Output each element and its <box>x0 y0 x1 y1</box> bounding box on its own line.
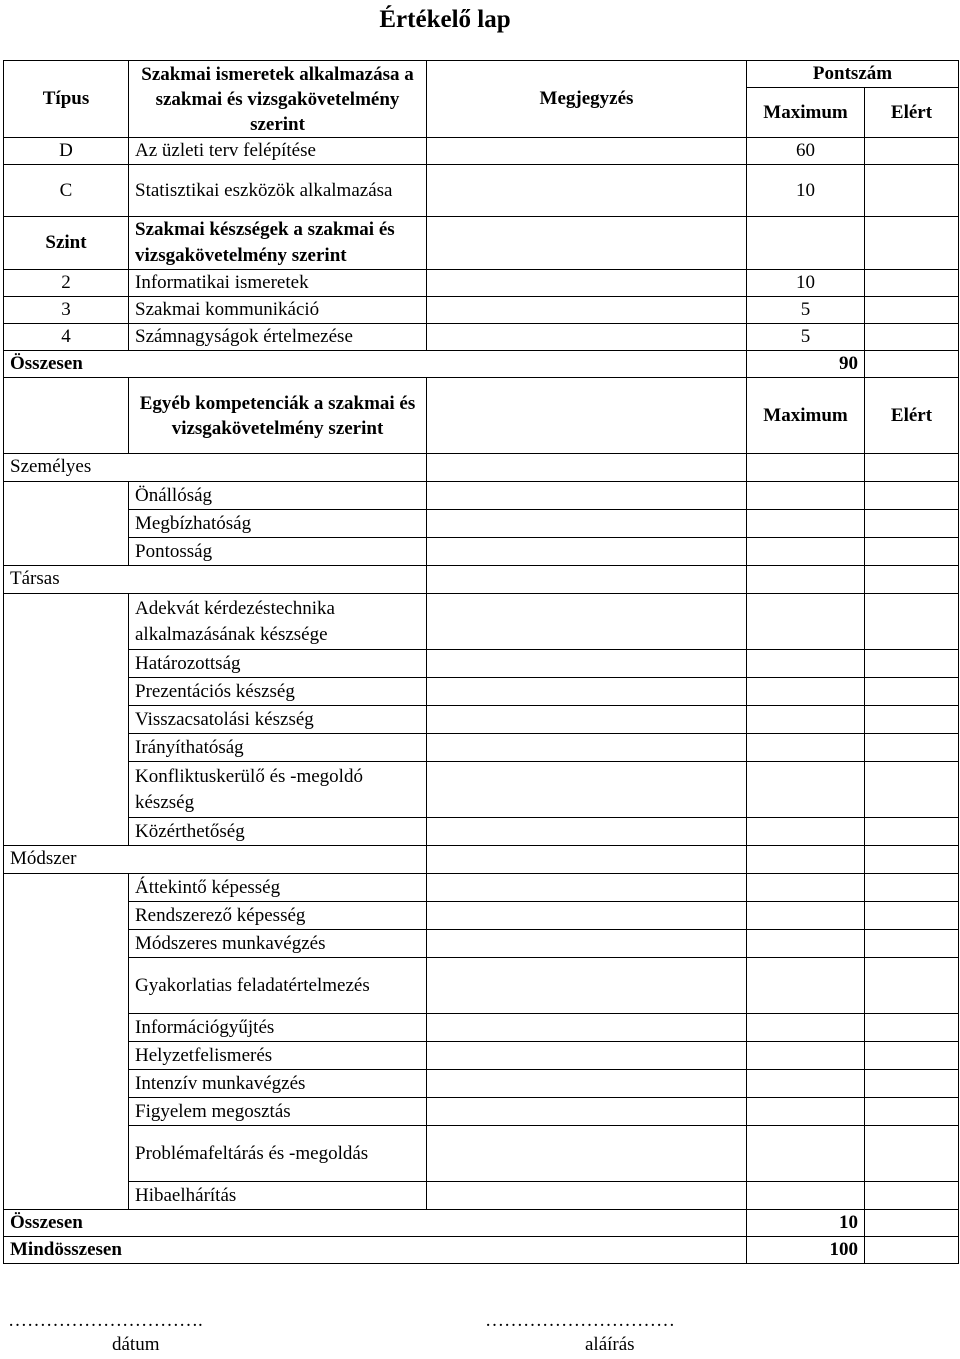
skills-header-achieved <box>865 217 959 270</box>
knowledge-type: D <box>4 138 129 165</box>
competence-item: Intenzív munkavégzés <box>129 1070 427 1098</box>
item-note[interactable] <box>427 958 747 1014</box>
item-note[interactable] <box>427 818 747 846</box>
competence-item: Adekvát kérdezéstechnika alkalmazásának készsége <box>129 594 427 650</box>
item-max[interactable] <box>747 818 865 846</box>
competence-item: Hibaelhárítás <box>129 1182 427 1210</box>
competence-header-name: Egyéb kompetenciák a szakmai és vizsgakövetelmény szerint <box>129 378 427 454</box>
skill-max: 10 <box>747 270 865 297</box>
group-label: Társas <box>4 566 427 594</box>
knowledge-max: 60 <box>747 138 865 165</box>
item-max[interactable] <box>747 958 865 1014</box>
knowledge-name: Az üzleti terv felépítése <box>129 138 427 165</box>
item-achieved[interactable] <box>865 958 959 1014</box>
item-max[interactable] <box>747 482 865 510</box>
competence-item: Visszacsatolási készség <box>129 706 427 734</box>
group-achieved <box>865 566 959 594</box>
item-max[interactable] <box>747 538 865 566</box>
header-knowledge: Szakmai ismeretek alkalmazása a szakmai és vizsgakövetelmény szerint <box>129 61 427 138</box>
item-note[interactable] <box>427 538 747 566</box>
item-max[interactable] <box>747 594 865 650</box>
competence-item: Határozottság <box>129 650 427 678</box>
skill-note[interactable] <box>427 324 747 351</box>
item-note[interactable] <box>427 902 747 930</box>
item-max[interactable] <box>747 1182 865 1210</box>
item-note[interactable] <box>427 1126 747 1182</box>
item-achieved[interactable] <box>865 678 959 706</box>
skill-level: 3 <box>4 297 129 324</box>
subtotal-achieved[interactable] <box>865 351 959 378</box>
item-max[interactable] <box>747 734 865 762</box>
evaluation-table <box>3 60 959 1264</box>
group-note <box>427 846 747 874</box>
signature-line[interactable]: ………………………… <box>485 1310 675 1331</box>
grand-total-label: Mindösszesen <box>4 1237 747 1264</box>
item-max[interactable] <box>747 706 865 734</box>
knowledge-name: Statisztikai eszközök alkalmazása <box>129 165 427 217</box>
item-note[interactable] <box>427 1182 747 1210</box>
item-achieved[interactable] <box>865 762 959 818</box>
item-achieved[interactable] <box>865 874 959 902</box>
header-type: Típus <box>4 61 129 138</box>
header-achieved: Elért <box>865 88 959 138</box>
item-max[interactable] <box>747 1098 865 1126</box>
skill-achieved[interactable] <box>865 270 959 297</box>
competence-item: Gyakorlatias feladatértelmezés <box>129 958 427 1014</box>
item-max[interactable] <box>747 930 865 958</box>
header-points: Pontszám <box>747 61 959 88</box>
skill-name: Szakmai kommunikáció <box>129 297 427 324</box>
signature-area <box>0 1310 960 1359</box>
item-achieved[interactable] <box>865 1070 959 1098</box>
item-max[interactable] <box>747 678 865 706</box>
competence-item: Konfliktuskerülő és -megoldó készség <box>129 762 427 818</box>
group-max <box>747 566 865 594</box>
date-line[interactable]: …………………………. <box>8 1310 203 1331</box>
subtotal-value: 10 <box>747 1210 865 1237</box>
subtotal-achieved[interactable] <box>865 1210 959 1237</box>
item-achieved[interactable] <box>865 706 959 734</box>
skill-name: Informatikai ismeretek <box>129 270 427 297</box>
competence-item: Rendszerező képesség <box>129 902 427 930</box>
group-note <box>427 566 747 594</box>
grand-total-value: 100 <box>747 1237 865 1264</box>
item-max[interactable] <box>747 1070 865 1098</box>
competence-item: Közérthetőség <box>129 818 427 846</box>
skill-level: 4 <box>4 324 129 351</box>
skills-header-max <box>747 217 865 270</box>
knowledge-note[interactable] <box>427 138 747 165</box>
competence-item: Figyelem megosztás <box>129 1098 427 1126</box>
skill-note[interactable] <box>427 270 747 297</box>
competence-item: Áttekintő képesség <box>129 874 427 902</box>
competence-header-achieved: Elért <box>865 378 959 454</box>
skill-name: Számnagyságok értelmezése <box>129 324 427 351</box>
item-max[interactable] <box>747 510 865 538</box>
item-achieved[interactable] <box>865 538 959 566</box>
item-note[interactable] <box>427 706 747 734</box>
item-note[interactable] <box>427 734 747 762</box>
group-label: Személyes <box>4 454 427 482</box>
item-note[interactable] <box>427 1042 747 1070</box>
competence-header-type <box>4 378 129 454</box>
skill-achieved[interactable] <box>865 297 959 324</box>
competence-item: Módszeres munkavégzés <box>129 930 427 958</box>
item-max[interactable] <box>747 1014 865 1042</box>
subtotal-label: Összesen <box>4 1210 747 1237</box>
header-max: Maximum <box>747 88 865 138</box>
item-achieved[interactable] <box>865 1014 959 1042</box>
item-note[interactable] <box>427 482 747 510</box>
skill-max: 5 <box>747 324 865 351</box>
date-label: dátum <box>112 1334 160 1355</box>
subtotal-label: Összesen <box>4 351 747 378</box>
knowledge-achieved[interactable] <box>865 165 959 217</box>
item-achieved[interactable] <box>865 650 959 678</box>
knowledge-achieved[interactable] <box>865 138 959 165</box>
item-achieved[interactable] <box>865 930 959 958</box>
item-note[interactable] <box>427 1014 747 1042</box>
group-achieved <box>865 846 959 874</box>
item-max[interactable] <box>747 1126 865 1182</box>
knowledge-max: 10 <box>747 165 865 217</box>
item-achieved[interactable] <box>865 1126 959 1182</box>
skill-achieved[interactable] <box>865 324 959 351</box>
item-achieved[interactable] <box>865 1042 959 1070</box>
skill-level: 2 <box>4 270 129 297</box>
item-note[interactable] <box>427 678 747 706</box>
skills-header-type: Szint <box>4 217 129 270</box>
item-achieved[interactable] <box>865 482 959 510</box>
competence-item: Prezentációs készség <box>129 678 427 706</box>
item-achieved[interactable] <box>865 1182 959 1210</box>
page-title: Értékelő lap <box>379 6 511 33</box>
item-achieved[interactable] <box>865 734 959 762</box>
item-max[interactable] <box>747 762 865 818</box>
skills-header-note <box>427 217 747 270</box>
item-achieved[interactable] <box>865 1098 959 1126</box>
competence-item: Pontosság <box>129 538 427 566</box>
competence-item: Helyzetfelismerés <box>129 1042 427 1070</box>
item-note[interactable] <box>427 1070 747 1098</box>
competence-item: Problémafeltárás és -megoldás <box>129 1126 427 1182</box>
competence-item: Irányíthatóság <box>129 734 427 762</box>
group-label: Módszer <box>4 846 427 874</box>
item-achieved[interactable] <box>865 510 959 538</box>
item-max[interactable] <box>747 902 865 930</box>
competence-header-max: Maximum <box>747 378 865 454</box>
competence-item: Információgyűjtés <box>129 1014 427 1042</box>
item-achieved[interactable] <box>865 594 959 650</box>
item-achieved[interactable] <box>865 818 959 846</box>
skill-max: 5 <box>747 297 865 324</box>
item-max[interactable] <box>747 1042 865 1070</box>
grand-total-achieved[interactable] <box>865 1237 959 1264</box>
item-note[interactable] <box>427 1098 747 1126</box>
group-note <box>427 454 747 482</box>
item-note[interactable] <box>427 762 747 818</box>
group-achieved <box>865 454 959 482</box>
skills-header-name: Szakmai készségek a szakmai és vizsgakövetelmény szerint <box>129 217 427 270</box>
knowledge-type: C <box>4 165 129 217</box>
item-achieved[interactable] <box>865 902 959 930</box>
item-max[interactable] <box>747 874 865 902</box>
skill-note[interactable] <box>427 297 747 324</box>
item-note[interactable] <box>427 510 747 538</box>
competence-item: Önállóság <box>129 482 427 510</box>
competence-header-note <box>427 378 747 454</box>
group-max <box>747 846 865 874</box>
knowledge-note[interactable] <box>427 165 747 217</box>
item-note[interactable] <box>427 874 747 902</box>
item-note[interactable] <box>427 594 747 650</box>
competence-item: Megbízhatóság <box>129 510 427 538</box>
item-note[interactable] <box>427 930 747 958</box>
subtotal-value: 90 <box>747 351 865 378</box>
group-max <box>747 454 865 482</box>
signature-label: aláírás <box>585 1334 635 1355</box>
item-max[interactable] <box>747 650 865 678</box>
item-note[interactable] <box>427 650 747 678</box>
header-note: Megjegyzés <box>427 61 747 138</box>
